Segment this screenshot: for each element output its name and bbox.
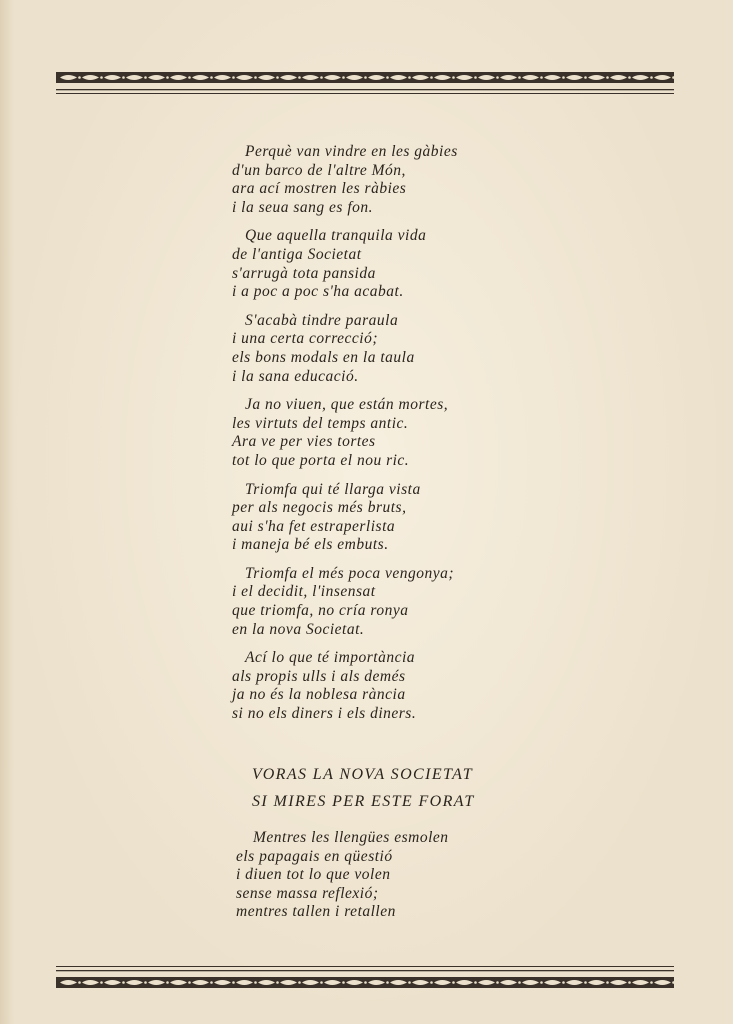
dot-ornament — [584, 76, 587, 79]
dot-ornament — [166, 76, 169, 79]
stanza — [232, 396, 572, 470]
dot-ornament — [606, 981, 609, 984]
poem-line: les virtuts del temps antic. — [232, 414, 409, 432]
top-ornament-svg — [56, 72, 674, 100]
dot-ornament — [78, 981, 81, 984]
dot-ornament — [342, 981, 345, 984]
stanza — [232, 312, 572, 386]
poem-line: i maneja bé els embuts. — [232, 536, 389, 554]
dot-ornament — [496, 76, 499, 79]
dot-ornament — [540, 981, 543, 984]
dot-ornament — [210, 76, 213, 79]
poem-line: ara ací mostren les ràbies — [232, 180, 407, 198]
heading-line: SI MIRES PER ESTE FORAT — [252, 793, 475, 810]
dot-ornament — [166, 981, 169, 984]
dot-ornament — [386, 981, 389, 984]
poem-line: i la sana educació. — [232, 367, 359, 385]
poem-line: sense massa reflexió; — [236, 884, 379, 902]
dot-ornament — [430, 981, 433, 984]
stanza — [232, 227, 572, 301]
dot-ornament — [474, 981, 477, 984]
poem-line: de l'antiga Societat — [232, 245, 362, 263]
dot-ornament — [540, 76, 543, 79]
dot-ornament — [562, 981, 565, 984]
poem-line: i diuen tot lo que volen — [236, 866, 391, 884]
poem-line: els papagais en qüestió — [236, 847, 393, 865]
dot-ornament — [386, 76, 389, 79]
dot-ornament — [584, 981, 587, 984]
poem-line: si no els diners i els diners. — [232, 705, 417, 723]
poem-line: per als negocis més bruts, — [232, 499, 407, 517]
dot-ornament — [144, 76, 147, 79]
poem-line: als propis ulls i als demés — [232, 667, 406, 685]
dot-ornament — [232, 981, 235, 984]
poem-line: Ja no viuen, que están mortes, — [245, 396, 449, 414]
dot-ornament — [188, 981, 191, 984]
poem-line: d'un barco de l'altre Món, — [232, 161, 406, 179]
bottom-ornamental-border — [56, 966, 674, 994]
dot-ornament — [298, 76, 301, 79]
dot-ornament — [232, 76, 235, 79]
dot-ornament — [518, 76, 521, 79]
dot-ornament — [650, 981, 653, 984]
section-heading — [252, 761, 572, 815]
poem-line: s'arrugà tota pansida — [232, 264, 376, 282]
poem-line: i la seua sang es fon. — [232, 198, 374, 216]
dot-ornament — [430, 76, 433, 79]
dot-ornament — [254, 981, 257, 984]
stanza — [232, 143, 572, 217]
dot-ornament — [650, 76, 653, 79]
top-ornamental-border — [56, 72, 674, 100]
heading-line: VORAS LA NOVA SOCIETAT — [252, 766, 473, 783]
dot-ornament — [452, 76, 455, 79]
poem-line: i a poc a poc s'ha acabat. — [232, 283, 404, 301]
dot-ornament — [364, 981, 367, 984]
poem-line: Perquè van vindre en les gàbies — [245, 143, 458, 160]
poem-line: i el decidit, l'insensat — [232, 583, 376, 601]
poem-line: Ara ve per vies tortes — [232, 433, 376, 451]
closing-stanza — [236, 829, 576, 922]
dot-ornament — [628, 981, 631, 984]
dot-ornament — [122, 76, 125, 79]
dot-ornament — [364, 76, 367, 79]
poem-line: tot lo que porta el nou ric. — [232, 451, 410, 469]
poem-line: que triomfa, no cría ronya — [232, 602, 409, 620]
dot-ornament — [254, 76, 257, 79]
dot-ornament — [628, 76, 631, 79]
dot-ornament — [78, 76, 81, 79]
dot-ornament — [276, 76, 279, 79]
dot-ornament — [342, 76, 345, 79]
dot-ornament — [100, 76, 103, 79]
poem-line: Triomfa el més poca vengonya; — [245, 564, 455, 582]
poem-line: aui s'ha fet estraperlista — [232, 517, 396, 535]
dot-ornament — [408, 981, 411, 984]
stanza — [232, 649, 572, 723]
poem-line: Triomfa qui té llarga vista — [245, 480, 421, 498]
poem-line: ja no és la noblesa rància — [232, 686, 406, 704]
stanza — [232, 565, 572, 639]
dot-ornament — [320, 76, 323, 79]
stanza — [232, 481, 572, 555]
dot-ornament — [408, 76, 411, 79]
dot-ornament — [100, 981, 103, 984]
bottom-ornament-svg — [56, 966, 674, 994]
dot-ornament — [606, 76, 609, 79]
poem-line: Mentres les llengües esmolen — [253, 829, 449, 846]
poem-line: Que aquella tranquila vida — [245, 227, 427, 245]
dot-ornament — [144, 981, 147, 984]
dot-ornament — [188, 76, 191, 79]
dot-ornament — [210, 981, 213, 984]
poem-line: Ací lo que té importància — [245, 649, 416, 667]
poem-line: els bons modals en la taula — [232, 348, 415, 366]
poem-line: mentres tallen i retallen — [236, 903, 396, 921]
poem-line: i una certa correcció; — [232, 330, 379, 348]
dot-ornament — [452, 981, 455, 984]
dot-ornament — [276, 981, 279, 984]
dot-ornament — [562, 76, 565, 79]
poem-body — [232, 143, 572, 734]
dot-ornament — [122, 981, 125, 984]
poem-line: S'acabà tindre paraula — [245, 311, 399, 329]
poem-line: en la nova Societat. — [232, 620, 365, 638]
dot-ornament — [518, 981, 521, 984]
dot-ornament — [474, 76, 477, 79]
dot-ornament — [320, 981, 323, 984]
dot-ornament — [298, 981, 301, 984]
dot-ornament — [496, 981, 499, 984]
